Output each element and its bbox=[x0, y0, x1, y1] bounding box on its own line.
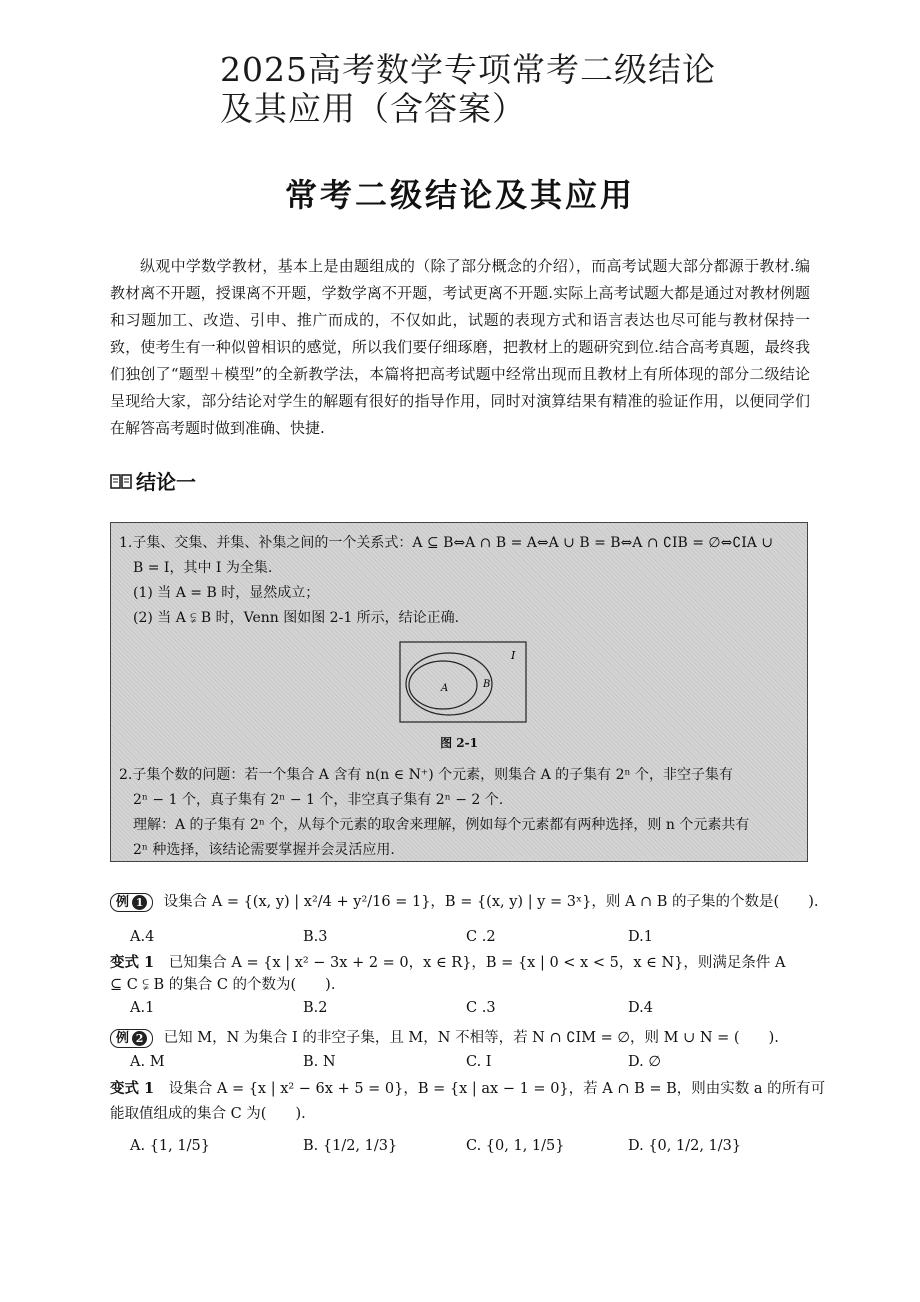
intro-paragraph: 纵观中学数学教材，基本上是由题组成的（除了部分概念的介绍），而高考试题大部分都源于教材.编教材离不开题，授课离不开题，学数学离不开题，考试更离不开题.实际上高考试题大都是通过对教材例题和习题加工、改造、引申、推广而成的，不仅如此，试题的表现方式和语言表达也尽可能与教材保持一致，使考生有一种似曾相识的感觉，所以我们要仔细琢磨，把教材上的题研究到位.结合高考真题，最终我们独创了“题型＋模型”的全新教学法，本篇将把高考试题中经常出现而且教材上有所体现的部分二级结论呈现给大家，部分结论对学生的解题有很好的指导作用，同时对演算结果有精准的验证作用，以便同学们在解答高考题时做到准确、快捷. bbox=[110, 257, 810, 437]
option-a: A. {1, 1/5} bbox=[130, 1138, 210, 1154]
variant-2-options bbox=[130, 1138, 810, 1162]
venn-diagram bbox=[399, 641, 527, 723]
example-1 bbox=[110, 890, 818, 914]
example-2-text: 已知 M，N 为集合 I 的非空子集，且 M，N 不相等，若 N ∩ ∁IM = ∅，则 M ∪ N = ( ). bbox=[163, 1030, 779, 1046]
box-line-8: 2ⁿ 种选择，该结论需要掌握并会灵活应用. bbox=[133, 842, 395, 858]
option-b: B.3 bbox=[303, 929, 328, 945]
figure-caption: 图 2-1 bbox=[440, 736, 478, 750]
option-d: D.4 bbox=[628, 1000, 653, 1016]
example-2-options bbox=[130, 1054, 810, 1076]
venn-label-a: A bbox=[441, 683, 449, 694]
option-c: C .3 bbox=[466, 1000, 496, 1016]
box-line-6: 2ⁿ − 1 个，真子集有 2ⁿ − 1 个，非空真子集有 2ⁿ − 2 个. bbox=[133, 792, 504, 808]
option-d: D. {0, 1/2, 1/3} bbox=[628, 1138, 742, 1154]
box-line-1: 1.子集、交集、并集、补集之间的一个关系式：A ⊆ B⇔A ∩ B = A⇔A ∪ B = B⇔A ∩ ∁IB = ∅⇔∁IA ∪ bbox=[119, 535, 774, 551]
venn-set-b bbox=[406, 653, 492, 715]
box-line-4: (2) 当 A ⫋ B 时，Venn 图如图 2-1 所示，结论正确. bbox=[133, 610, 460, 626]
document-title-line-2: 及其应用（含答案） bbox=[220, 89, 526, 128]
book-icon bbox=[110, 472, 132, 490]
example-1-text: 设集合 A = {(x, y) | x²/4 + y²/16 = 1}，B = {(x, y) | y = 3ˣ}，则 A ∩ B 的子集的个数是( ). bbox=[163, 894, 819, 910]
variant-1-text-line-2: ⊆ C ⫋ B 的集合 C 的个数为( ). bbox=[110, 977, 336, 993]
option-c: C. {0, 1, 1/5} bbox=[466, 1138, 565, 1154]
option-b: B. N bbox=[303, 1054, 336, 1070]
option-d: D. ∅ bbox=[628, 1054, 661, 1070]
variant-2-text-line-2: 能取值组成的集合 C 为( ). bbox=[110, 1106, 306, 1122]
variant-label: 变式 1 bbox=[110, 1080, 155, 1097]
option-b: B. {1/2, 1/3} bbox=[303, 1138, 398, 1154]
example-1-options bbox=[130, 929, 810, 951]
variant-1-options bbox=[130, 1000, 810, 1022]
box-line-3: (1) 当 A = B 时，显然成立； bbox=[133, 585, 320, 601]
venn-label-b: B bbox=[483, 679, 491, 690]
option-c: C .2 bbox=[466, 929, 496, 945]
example-2 bbox=[110, 1026, 779, 1050]
option-a: A. M bbox=[130, 1054, 165, 1070]
conclusion-box bbox=[110, 522, 808, 862]
variant-label: 变式 1 bbox=[110, 954, 155, 971]
document-title-line-1: 2025高考数学专项常考二级结论 bbox=[220, 50, 716, 89]
box-line-2: B = I，其中 I 为全集. bbox=[133, 560, 273, 576]
section-title: 常考二级结论及其应用 bbox=[284, 176, 635, 214]
option-b: B.2 bbox=[303, 1000, 328, 1016]
box-line-5: 2.子集个数的问题：若一个集合 A 含有 n(n ∈ N⁺) 个元素，则集合 A 的子集有 2ⁿ 个，非空子集有 bbox=[119, 767, 734, 783]
document-title bbox=[220, 50, 780, 128]
example-badge: 例 2 bbox=[110, 1029, 153, 1048]
option-d: D.1 bbox=[628, 929, 653, 945]
variant-1 bbox=[110, 951, 785, 975]
example-badge: 例 1 bbox=[110, 893, 153, 912]
conclusion-heading bbox=[110, 466, 196, 495]
variant-2 bbox=[110, 1077, 825, 1101]
venn-label-i: I bbox=[511, 649, 516, 662]
conclusion-heading-label: 结论一 bbox=[136, 470, 196, 494]
option-c: C. I bbox=[466, 1054, 492, 1070]
variant-2-text-line-1: 设集合 A = {x | x² − 6x + 5 = 0}，B = {x | ax − 1 = 0}，若 A ∩ B = B，则由实数 a 的所有可 bbox=[168, 1081, 826, 1097]
option-a: A.1 bbox=[130, 1000, 155, 1016]
option-a: A.4 bbox=[130, 929, 155, 945]
variant-1-text-line-1: 已知集合 A = {x | x² − 3x + 2 = 0，x ∈ R}，B = {x | 0 < x < 5，x ∈ N}，则满足条件 A bbox=[168, 955, 786, 971]
box-line-7: 理解：A 的子集有 2ⁿ 个，从每个元素的取舍来理解，例如每个元素都有两种选择，则 n 个元素共有 bbox=[133, 817, 750, 833]
